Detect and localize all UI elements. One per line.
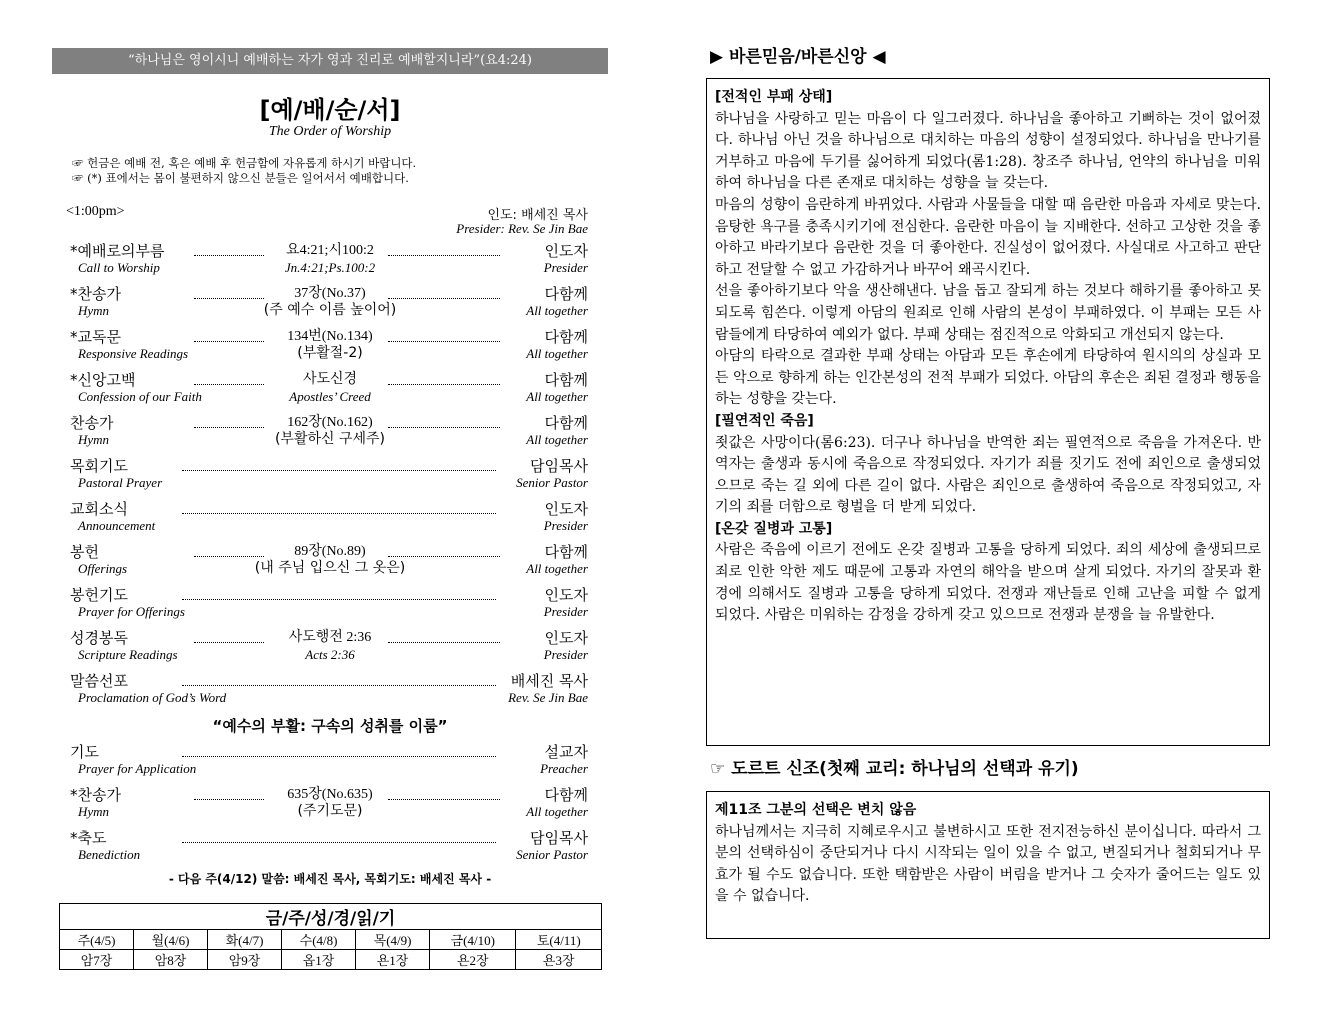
item-role: 인도자 — [544, 500, 588, 518]
order-items — [52, 242, 608, 710]
item-korean: 봉헌기도 — [70, 586, 128, 604]
item-role-en: Presider — [543, 604, 588, 619]
order-subtitle: The Order of Worship — [268, 124, 392, 139]
item-middle-sub: (부활하신 구세주) — [274, 431, 386, 447]
reading-chapter: 욘3장 — [516, 950, 602, 970]
item-role-en: Presider — [543, 518, 588, 533]
faith-heading-1: [전적인 부패 상태] — [715, 89, 833, 105]
leader-dots — [194, 642, 264, 643]
item-korean: 교회소식 — [70, 500, 128, 518]
item-middle-sub: Jn.4:21;Ps.100:2 — [284, 260, 376, 275]
item-role-en: All together — [526, 389, 588, 404]
reading-day: 토(4/11) — [516, 930, 602, 950]
item-korean: *교독문 — [70, 328, 121, 346]
reading-day: 금(4/10) — [430, 930, 516, 950]
item-english: Announcement — [78, 518, 156, 533]
left-page — [52, 48, 608, 887]
leader-dots — [388, 642, 500, 643]
item-middle-sub: (주 예수 이름 높이어) — [263, 302, 397, 318]
order-item — [52, 414, 608, 452]
leader-dots — [388, 556, 500, 557]
faith-paragraph: 아담의 타락으로 결과한 부패 상태는 아담과 모든 후손에게 타당하여 원시의의 상실과 모든 악으로 향하게 하는 인간본성의 전적 부패가 되었다. 아담의 후손은 죄된 결정과 행동을 하는 성향을 갖는다. — [715, 348, 1261, 408]
item-english: Proclamation of God’s Word — [78, 690, 227, 705]
item-role: 인도자 — [544, 242, 588, 260]
item-middle: 134번(No.134) — [287, 329, 373, 344]
item-role: 다함께 — [544, 328, 588, 346]
leader-dots — [388, 255, 500, 256]
item-role-en: Senior Pastor — [516, 475, 588, 490]
item-middle: 162장(No.162) — [287, 415, 373, 430]
item-role: 인도자 — [544, 629, 588, 647]
leader-dots — [194, 799, 264, 800]
order-item — [52, 743, 608, 781]
leader-dots — [194, 298, 264, 299]
leader-dots — [194, 556, 264, 557]
item-middle: 89장(No.89) — [294, 544, 366, 559]
item-role-en: All together — [526, 303, 588, 318]
item-english: Pastoral Prayer — [78, 475, 163, 490]
leader-dots — [182, 685, 496, 686]
dort-box — [706, 791, 1270, 939]
time-row — [52, 204, 608, 221]
item-english: Prayer for Offerings — [78, 604, 185, 619]
item-korean: *찬송가 — [70, 285, 121, 303]
dort-paragraph: 하나님께서는 지극히 지혜로우시고 불변하시고 또한 전지전능하신 분이십니다. 따라서 그분의 선택하심이 중단되거나 다시 시작되는 일이 있을 수 없고, 변질되거나 철회되거나 무효가 될 수도 없습니다. 또한 택함받은 사람이 버림을 받거나 그 숫자가 줄어드는 일도 있을 수 없습니다. — [715, 823, 1261, 905]
order-item — [52, 242, 608, 280]
reading-chapter: 암9장 — [208, 950, 282, 970]
reading-day: 수(4/8) — [282, 930, 356, 950]
faith-box — [706, 78, 1270, 746]
item-role: 다함께 — [544, 414, 588, 432]
dort-heading: 제11조 그분의 선택은 변치 않음 — [715, 802, 917, 818]
order-title: [예/배/순/서] — [259, 96, 401, 124]
item-english: Hymn — [78, 804, 110, 819]
item-english: Confession of our Faith — [78, 389, 202, 404]
order-item — [52, 328, 608, 366]
item-role-en: Presider — [543, 260, 588, 275]
item-korean: 찬송가 — [70, 414, 114, 432]
item-korean: 기도 — [70, 743, 99, 761]
leader-dots — [388, 427, 500, 428]
item-english: Hymn — [78, 432, 110, 447]
sermon-title: “예수의 부활: 구속의 성취를 이룸” — [212, 717, 448, 735]
order-item — [52, 371, 608, 409]
reading-chapter: 옵1장 — [282, 950, 356, 970]
right-page — [706, 44, 1270, 939]
item-middle-sub: (부활절-2) — [297, 345, 363, 361]
item-role: 다함께 — [544, 371, 588, 389]
item-middle: 635장(No.635) — [287, 787, 373, 802]
item-role: 배세진 목사 — [510, 672, 588, 690]
leader-dots — [388, 384, 500, 385]
notes — [52, 156, 608, 186]
leader-dots — [388, 799, 500, 800]
reading-day: 화(4/7) — [208, 930, 282, 950]
item-korean: *축도 — [70, 829, 107, 847]
item-middle: 37장(No.37) — [294, 286, 366, 301]
order-item — [52, 543, 608, 581]
dort-section-title: ☞ 도르트 신조(첫째 교리: 하나님의 선택과 유기) — [710, 759, 1079, 779]
item-middle-sub: (내 주님 입으신 그 옷은) — [254, 560, 406, 576]
order-item — [52, 629, 608, 667]
faith-paragraph: 하나님을 사랑하고 믿는 마음이 다 일그러졌다. 하나님을 좋아하고 기뻐하는 것이 없어졌다. 하나님 아닌 것을 하나님으로 대치하는 마음의 성향이 설정되었다. 하나님을 만나기를 거부하고 마음에 두기를 싫어하게 되었다(롬1:28). 창조주 하나님, 언약의 하나님을 미워하여 하나님을 다른 존재로 대치하는 성향을 늘 갖는다. — [715, 110, 1261, 192]
item-role: 다함께 — [544, 786, 588, 804]
item-korean: *신앙고백 — [70, 371, 136, 389]
reading-title: 금/주/성/경/읽/기 — [60, 904, 602, 930]
item-role: 설교자 — [544, 743, 588, 761]
item-role-en: Rev. Se Jin Bae — [508, 690, 588, 705]
item-role-en: Preacher — [540, 761, 588, 776]
item-middle-sub: (주기도문) — [297, 803, 363, 819]
item-role-en: All together — [526, 561, 588, 576]
item-role-en: Presider — [543, 647, 588, 662]
reading-chapter: 암8장 — [134, 950, 208, 970]
item-english: Responsive Readings — [78, 346, 189, 361]
leader-dots — [182, 599, 496, 600]
item-middle: 사도행전 2:36 — [288, 630, 372, 645]
reading-day: 월(4/6) — [134, 930, 208, 950]
faith-paragraph: 죗값은 사망이다(롬6:23). 더구나 하나님을 반역한 죄는 필연적으로 죽음을 가져온다. 반역자는 출생과 동시에 죽음으로 작정되었다. 자기가 죄를 짓기도 전에 죄인으로 출생되었으므로 죽는 길 외에 다른 길이 없다. 사람은 죄인으로 출생하여 죽음으로 작정되었고, 자기의 죄를 더함으로 형벌을 더 받게 되었다. — [715, 434, 1261, 516]
faith-paragraph: 선을 좋아하기보다 악을 생산해낸다. 남을 돕고 잘되게 하는 것보다 해하기를 좋아하고 못되도록 힘쓴다. 이렇게 아담의 원죄로 인해 사람의 본성이 부패하였다. 이 부패는 모든 사람들에게 타당하여 예외가 없다. 부패 상태는 점진적으로 악화되고 개선되지 않는다. — [715, 283, 1261, 343]
item-english: Benediction — [78, 847, 141, 862]
item-role: 인도자 — [544, 586, 588, 604]
leader-dots — [388, 298, 500, 299]
item-english: Offerings — [78, 561, 128, 576]
order-item — [52, 586, 608, 624]
item-english: Hymn — [78, 303, 110, 318]
item-role-en: Senior Pastor — [516, 847, 588, 862]
faith-heading-3: [온갖 질병과 고통] — [715, 520, 833, 537]
item-korean: *찬송가 — [70, 786, 121, 804]
note-standing: ☞ (*) 표에서는 몸이 불편하지 않으신 분들은 일어서서 예배합니다. — [72, 171, 409, 185]
leader: 인도: 배세진 목사 — [487, 208, 588, 223]
item-role: 담임목사 — [530, 829, 588, 847]
faith-heading-2: [필연적인 죽음] — [715, 412, 814, 429]
item-english: Scripture Readings — [78, 647, 178, 662]
item-korean: 봉헌 — [70, 543, 99, 561]
leader-dots — [194, 427, 264, 428]
leader-dots — [388, 341, 500, 342]
presider-en: Presider: Rev. Se Jin Bae — [456, 221, 588, 236]
leader-dots — [182, 756, 496, 757]
order-item — [52, 672, 608, 710]
item-role: 다함께 — [544, 543, 588, 561]
item-middle-sub: Apostles’ Creed — [289, 389, 371, 404]
scripture-banner: “하나님은 영이시니 예배하는 자가 영과 진리로 예배할지니라”(요4:24) — [52, 48, 608, 74]
order-item — [52, 457, 608, 495]
leader-dots — [194, 255, 264, 256]
item-middle-sub: Acts 2:36 — [305, 647, 355, 662]
order-item — [52, 285, 608, 323]
faith-paragraph: 사람은 죽음에 이르기 전에도 온갖 질병과 고통을 당하게 되었다. 죄의 세상에 출생되므로 죄로 인한 악한 제도 때문에 고통과 자연의 해악을 받으며 살게 되었다. 자기의 잘못과 환경에 의해서도 질병과 고통을 당하게 되었다. 전쟁과 재난들로 인해 고난을 피할 수 없게 되었다. 사람은 미워하는 감정을 강하게 갖고 있으므로 전쟁과 분쟁을 늘 유발한다. — [715, 542, 1261, 624]
service-time: <1:00pm> — [66, 204, 125, 219]
item-korean: 목회기도 — [70, 457, 128, 475]
leader-dots — [194, 341, 264, 342]
leader-dots — [182, 513, 496, 514]
next-week-notice: - 다음 주(4/12) 말씀: 배세진 목사, 목회기도: 배세진 목사 - — [168, 872, 492, 886]
item-english: Call to Worship — [78, 260, 160, 275]
note-offering: ☞ 헌금은 예배 전, 혹은 예배 후 헌금함에 자유롭게 하시기 바랍니다. — [72, 156, 417, 170]
reading-day: 주(4/5) — [60, 930, 134, 950]
item-role-en: All together — [526, 346, 588, 361]
faith-section-title: ▶ 바른믿음/바른신앙 ◀ — [710, 47, 886, 67]
leader-dots — [194, 384, 264, 385]
order-item — [52, 500, 608, 538]
order-items-after-sermon — [52, 743, 608, 867]
reading-day: 목(4/9) — [356, 930, 430, 950]
item-role-en: All together — [526, 432, 588, 447]
item-english: Prayer for Application — [78, 761, 197, 776]
order-item — [52, 829, 608, 867]
leader-dots — [182, 842, 496, 843]
item-role: 담임목사 — [530, 457, 588, 475]
item-role: 다함께 — [544, 285, 588, 303]
item-korean: 말씀선포 — [70, 672, 128, 690]
item-middle: 요4:21;시100:2 — [286, 243, 374, 258]
item-korean: 성경봉독 — [70, 629, 128, 647]
reading-chapter: 암7장 — [60, 950, 134, 970]
item-middle: 사도신경 — [302, 372, 358, 387]
bible-reading-table — [59, 903, 602, 970]
faith-paragraph: 마음의 성향이 음란하게 바뀌었다. 사람과 사물들을 대할 때 음란한 마음과 자세로 맞는다. 음탕한 욕구를 충족시키기에 전심한다. 음란한 마음이 늘 지배한다. 선하고 고상한 것을 좋아하고 바라기보다 음란한 것을 더 좋아한다. 진실성이 없어졌다. 사실대로 사고하고 판단하고 전달할 수 없고 가감하거나 바꾸어 왜곡시킨다. — [715, 196, 1261, 278]
item-role-en: All together — [526, 804, 588, 819]
reading-chapter: 욘1장 — [356, 950, 430, 970]
item-korean: *예배로의부름 — [70, 242, 165, 260]
order-item — [52, 786, 608, 824]
leader-dots — [182, 470, 496, 471]
reading-chapter: 욘2장 — [430, 950, 516, 970]
